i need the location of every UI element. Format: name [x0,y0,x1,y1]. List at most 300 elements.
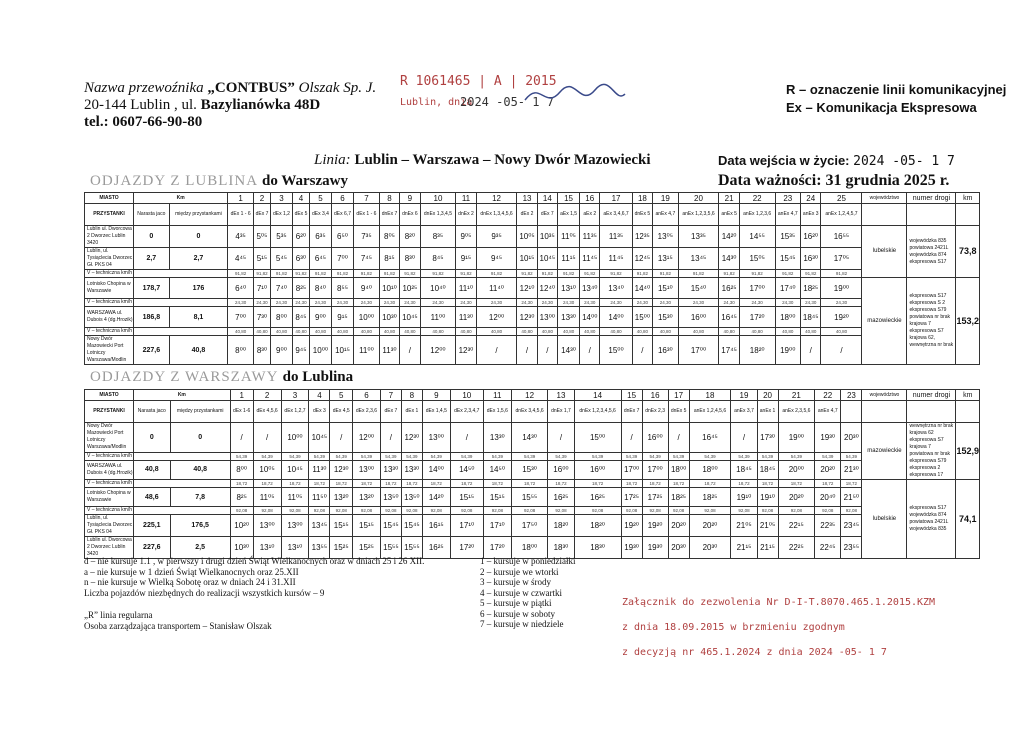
departure-time: 10⁴⁵ [309,423,330,453]
speed-value: 24,30 [379,299,399,307]
departure-time: 8⁰⁰ [230,460,253,479]
departure-time: 10⁴⁵ [281,460,309,479]
timetable-to-warsaw [84,192,980,365]
course-number: 12 [511,390,548,401]
km-between: 2,5 [170,537,230,559]
course-type: dEx 1 [401,401,422,423]
departure-time: 18⁰⁰ [775,307,800,328]
departure-time: / [548,423,574,453]
departure-time: 17³⁰ [757,423,778,453]
speed-value: 18,72 [668,480,689,488]
departure-time: / [517,336,537,365]
departure-time: / [476,336,517,365]
departure-time: 22³⁵ [815,515,841,537]
departure-time: 8⁰⁰ [228,336,254,365]
speed-spacer [134,452,231,460]
departure-time: 16⁰⁰ [574,460,621,479]
speed-value: 92,08 [731,507,757,515]
departure-time: / [537,336,557,365]
departure-time: 15⁴⁵ [380,515,401,537]
course-number: 11 [483,390,511,401]
speed-value: 24,30 [228,299,254,307]
departure-time: / [801,336,821,365]
departure-time: 22²⁵ [778,537,815,559]
speed-value: 54,39 [230,452,253,460]
departure-time: 10⁴⁵ [537,248,557,270]
departure-time: 7⁴⁰ [270,278,292,299]
departure-time: 17²⁰ [739,307,775,328]
day-3: 3 – kursuje w środy [480,577,551,587]
departure-time: 9⁰⁰ [270,336,292,365]
speed-value: 54,39 [574,452,621,460]
departure-time: 17⁴⁰ [775,278,800,299]
course-type: anEx 2,3,5,6 [778,401,815,423]
speed-value: 40,80 [517,328,537,336]
course-number: 13 [548,390,574,401]
departure-time: 14⁵⁰ [483,460,511,479]
departure-time: 13⁰⁰ [422,423,450,453]
speed-value: 24,30 [537,299,557,307]
departure-time: / [330,423,353,453]
course-number: 3 [281,390,309,401]
road-spacer [907,401,956,423]
departure-time: 14³⁰ [719,248,739,270]
speed-value: 91,82 [580,270,600,278]
course-number: 24 [801,193,821,204]
speed-value: 40,80 [775,328,800,336]
departure-time: 13⁴⁵ [678,248,719,270]
departure-time: 19²⁰ [821,307,862,328]
course-number: 17 [600,193,632,204]
course-number: 1 [230,390,253,401]
course-number: 15 [621,390,642,401]
departure-time: 20⁴⁰ [815,488,841,507]
departure-time: 10⁰⁰ [309,336,331,365]
departure-time: 8²⁵ [230,488,253,507]
departure-time: 5⁰⁵ [254,226,271,248]
head-przystanki: PRZYSTANKI [85,204,134,226]
voivodeship-1: mazowieckie [862,423,907,480]
signature-icon [520,80,630,112]
course-type: dEx 5 [293,204,310,226]
stop-name: V – techniczna km/h [85,452,134,460]
stop-name: V – techniczna km/h [85,328,134,336]
departure-time: 18²⁵ [668,488,689,507]
notes-days [480,556,575,630]
km-between: 0 [169,226,228,248]
course-number: 7 [380,390,401,401]
course-number: 9 [422,390,450,401]
departure-time: 17⁰⁰ [621,460,642,479]
road-km-2: 74,1 [956,480,980,559]
course-number: 13 [517,193,537,204]
departure-time: / [450,423,483,453]
carrier-name: „CONTBUS” [207,80,295,96]
speed-value: 40,80 [309,328,331,336]
departure-time: 20⁰⁰ [778,460,815,479]
speed-value: 18,72 [642,480,668,488]
departure-time: 13²⁰ [330,488,353,507]
departure-time: 23⁴⁵ [841,515,862,537]
speed-value: 24,30 [331,299,353,307]
departure-time: 15⁵⁵ [380,537,401,559]
stop-name: WARSZAWA ul. Dubois 4 (dg.Hrozik) [85,460,134,479]
course-type: dEx 2 [517,204,537,226]
course-number: 3 [270,193,292,204]
course-type: dnEx 5 [632,204,652,226]
departure-time: 14³⁰ [511,423,548,453]
departure-time: 13³⁰ [483,423,511,453]
speed-value: 40,80 [331,328,353,336]
day-6: 6 – kursuje w soboty [480,608,555,619]
departure-time: 18²⁵ [801,278,821,299]
speed-spacer [134,507,231,515]
note-regular: „R” linia regularna [84,610,153,620]
head-narast: Narasta jaco [134,401,171,423]
departure-time: 6⁴⁵ [309,248,331,270]
speed-value: 54,39 [815,452,841,460]
course-number: 10 [450,390,483,401]
departure-time: 19¹⁰ [757,488,778,507]
departure-time: 21¹⁵ [757,537,778,559]
speed-value: 54,39 [621,452,642,460]
departure-time: 21⁵⁰ [841,488,862,507]
course-type: dEx 2,3,6 [353,401,381,423]
departure-time: / [580,336,600,365]
stop-name: Nowy Dwór Mazowiecki Port Lotniczy Warszawa/Modlin [85,336,134,365]
course-number: 19 [731,390,757,401]
stop-name: V – techniczna km/h [85,507,134,515]
departure-time: 13¹⁵ [653,248,678,270]
speed-value: 40,80 [456,328,476,336]
departure-time: 8³⁰ [254,336,271,365]
speed-value: 92,08 [450,507,483,515]
departure-time: 8⁵⁵ [331,278,353,299]
departure-time: 13³⁰ [401,460,422,479]
speed-value: 54,39 [511,452,548,460]
speed-value: 18,72 [778,480,815,488]
course-type: aEx 1,5 [558,204,580,226]
km-between: 40,8 [170,460,230,479]
departure-time: 17²⁰ [450,537,483,559]
departure-time: 16²⁵ [548,488,574,507]
course-type: dEx 4,5 [330,401,353,423]
course-type: dnEx 1,2,3,4,5,6 [574,401,621,423]
course-type: anEx 5 [719,204,739,226]
departure-time: 9¹⁵ [456,248,476,270]
departure-time: 10⁴⁵ [400,307,420,328]
departure-time: 17⁴⁵ [719,336,739,365]
speed-value: 54,39 [548,452,574,460]
speed-spacer [134,480,231,488]
speed-value: 92,08 [253,507,281,515]
speed-value: 54,39 [450,452,483,460]
departure-time: 11³⁰ [456,307,476,328]
day-7: 7 – kursuje w niedziele [480,619,564,629]
speed-value: 91,82 [476,270,517,278]
departure-time: 11⁴⁰ [476,278,517,299]
departure-time: 12³⁰ [456,336,476,365]
departure-time: 18²⁰ [739,336,775,365]
km-cumulative: 186,8 [134,307,170,328]
speed-value: 24,30 [580,299,600,307]
speed-value: 91,82 [739,270,775,278]
departure-time: 12³⁰ [517,307,537,328]
departure-time: 8²⁵ [293,278,310,299]
section-dest: do Warszawy [262,173,348,189]
departure-time: 16¹⁵ [422,515,450,537]
km-cumulative: 225,1 [134,515,171,537]
departure-time: / [400,336,420,365]
departure-time: / [253,423,281,453]
departure-time: 23⁵⁵ [841,537,862,559]
departure-time: 12⁰⁰ [353,423,381,453]
departure-time: 11⁴⁵ [600,248,632,270]
address-city: 20-144 Lublin , ul. [84,97,201,113]
departure-time: 13⁴⁰ [580,278,600,299]
km-spacer [956,401,980,423]
departure-time: 20²⁰ [778,488,815,507]
departure-time: 19²⁰ [642,515,668,537]
registration-stamp-date: 2024 -05- 1 7 [460,95,554,109]
departure-time: 7³⁰ [254,307,271,328]
road-numbers-2: ekspresowa S17 ekspresowa S 2 ekspresowa S79 powiatowa nr brak krajowa 7 ekspresowa S7 krajowa 62, wewnętrzna nr brak [907,278,956,365]
day-4: 4 – kursuje w czwartki [480,587,562,598]
departure-time: 18⁴⁵ [757,460,778,479]
speed-value: 40,80 [537,328,557,336]
speed-value: 91,82 [653,270,678,278]
attachment-line-1: Załącznik do zezwolenia Nr D-I-T.8070.465.1.2015.KZM [622,597,936,608]
woj-spacer [862,401,907,423]
departure-time: 18³⁰ [548,537,574,559]
km-cumulative: 0 [134,226,170,248]
departure-time: 11⁵⁰ [309,488,330,507]
speed-value: 18,72 [309,480,330,488]
speed-value: 24,30 [653,299,678,307]
speed-value: 24,30 [420,299,456,307]
speed-value: 54,39 [330,452,353,460]
departure-time: 11⁴⁵ [580,248,600,270]
address-street: Bazylianówka 48D [200,97,321,113]
speed-value: 92,08 [841,507,862,515]
course-number: 4 [293,193,310,204]
speed-value: 40,80 [476,328,517,336]
departure-time: 12⁴⁵ [632,248,652,270]
departure-time: 12³⁵ [632,226,652,248]
carrier-address [84,97,320,114]
speed-value: 54,39 [380,452,401,460]
speed-value: 40,80 [821,328,862,336]
note-vehicles: Liczba pojazdów niezbędnych do realizacji wszystkich kursów – 9 [84,587,325,598]
departure-time: 19⁰⁰ [775,336,800,365]
speed-value: 18,72 [483,480,511,488]
registration-stamp-number: R 1061465 | A | 2015 [400,74,557,89]
course-number: 8 [379,193,399,204]
course-type: dEx 1,2 [270,204,292,226]
departure-time: 17⁰⁰ [739,278,775,299]
stop-name: V – techniczna km/h [85,270,134,278]
speed-value: 18,72 [450,480,483,488]
departure-time: 18²⁰ [548,515,574,537]
departure-time: 12⁰⁰ [420,336,456,365]
departure-time: / [230,423,253,453]
registration-stamp-city: Lublin, dnia [400,97,473,108]
speed-value: 18,72 [253,480,281,488]
course-type: anEx 3 [801,204,821,226]
departure-time: 11³⁰ [379,336,399,365]
course-type: dEx 3,4 [309,204,331,226]
speed-value: 54,39 [422,452,450,460]
departure-time: 16⁰⁰ [642,423,668,453]
course-number: 16 [580,193,600,204]
departure-time: 15³⁵ [775,226,800,248]
course-number: 18 [632,193,652,204]
voivodeship-2: mazowieckie [862,278,907,365]
departure-time: 11⁰⁵ [253,488,281,507]
km-between: 2,7 [169,248,228,270]
speed-value: 40,80 [600,328,632,336]
departure-time: 18²⁰ [574,515,621,537]
departure-time: 10⁰⁵ [517,226,537,248]
departure-time: 10¹⁰ [379,278,399,299]
departure-time: 7⁰⁰ [228,307,254,328]
course-number: 22 [739,193,775,204]
departure-time: 14⁰⁰ [422,460,450,479]
carrier-line [84,80,376,97]
km-cumulative: 40,8 [134,460,171,479]
road-numbers-1: wewnętrzna nr brak krajowa 62 ekspresowa S7 krajowa 7 powiatowa nr brak ekspresowa S79 ekspresowa 2 ekspresowa 17 [907,423,956,480]
course-type: dnEx 3,4,5,6 [511,401,548,423]
speed-value: 24,30 [632,299,652,307]
course-number: 20 [757,390,778,401]
departure-time: 9⁰⁰ [309,307,331,328]
road-numbers-2: ekspresowa S17 wojewódzka 874 powiatowa 2421L wojewódzka 835 [907,480,956,559]
speed-value: 24,30 [354,299,380,307]
departure-time: 8⁰⁰ [270,307,292,328]
head-przystanki: PRZYSTANKI [85,401,134,423]
departure-time: 6³⁰ [293,248,310,270]
departure-time: 15⁰⁰ [632,307,652,328]
speed-value: 40,80 [580,328,600,336]
voivodeship-2: lubelskie [862,480,907,559]
speed-value: 40,80 [653,328,678,336]
departure-time: 13⁵⁰ [401,488,422,507]
course-type: dEx 3 [309,401,330,423]
departure-time: 12¹⁰ [517,278,537,299]
departure-time: 15⁴⁵ [401,515,422,537]
departure-time: 18⁰⁰ [668,460,689,479]
speed-value: 91,82 [456,270,476,278]
departure-time: 11⁰⁰ [420,307,456,328]
course-number: 23 [775,193,800,204]
course-type: dnEx 2 [456,204,476,226]
course-number: 21 [719,193,739,204]
speed-value: 92,08 [330,507,353,515]
departure-time: 20³⁰ [689,537,731,559]
speed-value: 92,08 [778,507,815,515]
course-type: anEx 1,2,3,5,6 [678,204,719,226]
speed-value: 92,08 [689,507,731,515]
departure-time: 20²⁰ [815,460,841,479]
voivodeship-1: lubelskie [862,226,907,278]
departure-time: 8⁴⁰ [309,278,331,299]
carrier-label: Nazwa przewoźnika [84,80,204,96]
road-km-1: 73,8 [956,226,980,278]
km-between: 176,5 [170,515,230,537]
departure-time: 16²⁵ [422,537,450,559]
departure-time: 13¹⁰ [281,537,309,559]
speed-value: 54,39 [731,452,757,460]
departure-time: 5¹⁵ [254,248,271,270]
course-number: 18 [689,390,731,401]
departure-time: 17⁰⁵ [821,248,862,270]
departure-time: 16⁵⁵ [821,226,862,248]
speed-value: 24,30 [558,299,580,307]
departure-time: 15⁰⁰ [600,336,632,365]
stop-name: Lublin, ul. Tysiąclecia Dworzec Gł. PKS 04 [85,248,134,270]
head-miedzy: między przystankami [170,401,230,423]
departure-time: 19⁰⁰ [821,278,862,299]
departure-time: 6²⁰ [293,226,310,248]
departure-time: 21¹⁵ [731,537,757,559]
section-ghost: ODJAZDY Z LUBLINA [90,173,258,189]
departure-time: 11¹⁵ [558,248,580,270]
course-number: 8 [401,390,422,401]
course-type: anEx 4,7 [815,401,841,423]
course-number: 9 [400,193,420,204]
departure-time: 13⁰⁰ [281,515,309,537]
speed-value: 54,39 [642,452,668,460]
stop-name: Nowy Dwór Mazowiecki Port Lotniczy Warszawa/Modlin [85,423,134,453]
speed-value: 91,82 [517,270,537,278]
road-km-1: 152,9 [956,423,980,480]
departure-time: 13³⁰ [558,307,580,328]
course-type: dnEx 2,3 [642,401,668,423]
departure-time: 17²⁵ [621,488,642,507]
speed-value: 18,72 [422,480,450,488]
km-between: 8,1 [169,307,228,328]
departure-time: 5⁴⁵ [270,248,292,270]
speed-value: 92,08 [483,507,511,515]
speed-value: 54,39 [253,452,281,460]
day-1: 1 – kursuje w poniedziałki [480,556,576,566]
notes-left [84,556,424,631]
speed-value: 54,39 [353,452,381,460]
road-spacer [907,204,956,226]
departure-time: 16³⁰ [653,336,678,365]
departure-time: 17⁰⁰ [678,336,719,365]
departure-time: 15⁰⁰ [574,423,621,453]
speed-value: 18,72 [353,480,381,488]
head-km-road: km [956,193,980,204]
departure-time: 16²⁰ [801,226,821,248]
carrier-rest: Olszak Sp. J. [298,80,377,96]
speed-value: 24,30 [254,299,271,307]
departure-time: 9¹⁵ [331,307,353,328]
departure-time: 7³⁵ [354,226,380,248]
speed-value: 18,72 [689,480,731,488]
departure-time: 15¹⁵ [330,515,353,537]
departure-time: 10²⁰ [230,515,253,537]
departure-time: 6⁵⁰ [331,226,353,248]
speed-value: 91,82 [309,270,331,278]
speed-value: 91,82 [270,270,292,278]
speed-value: 40,80 [678,328,719,336]
speed-value: 91,82 [632,270,652,278]
departure-time: 8¹⁵ [379,248,399,270]
speed-value: 18,72 [511,480,548,488]
legend-ex: Ex – Komunikacja Ekspresowa [786,100,977,115]
